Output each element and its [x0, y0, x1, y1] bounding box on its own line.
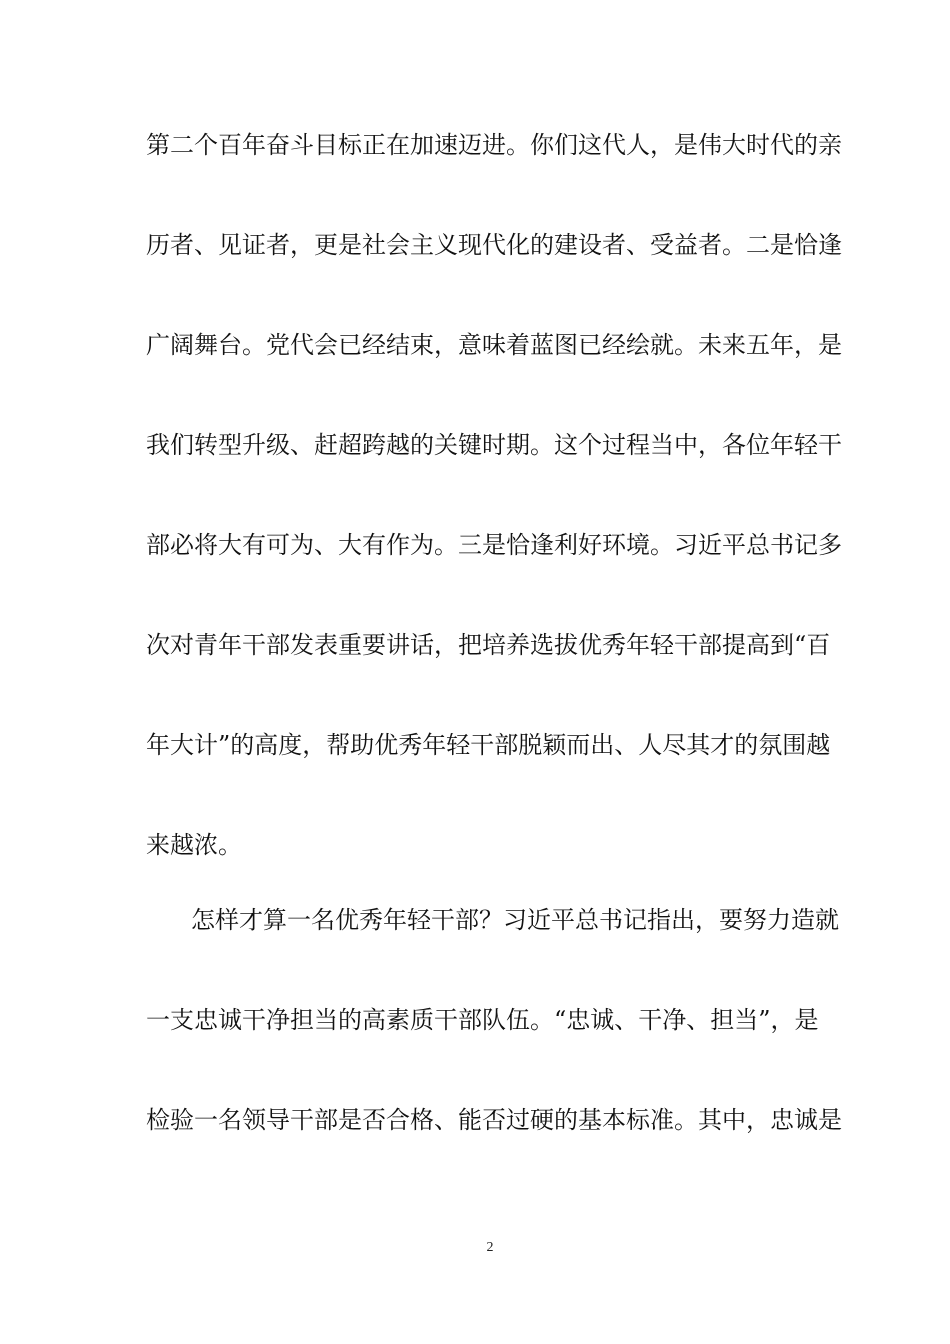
- text-line: 来越浓。: [146, 831, 242, 859]
- text-line: 广阔舞台。党代会已经结束，意味着蓝图已经绘就。未来五年，是: [146, 331, 842, 359]
- text-line: 检验一名领导干部是否合格、能否过硬的基本标准。其中，忠诚是: [146, 1106, 842, 1134]
- text-line: 年大计”的高度，帮助优秀年轻干部脱颖而出、人尽其才的氛围越: [146, 731, 831, 759]
- text-line: 次对青年干部发表重要讲话，把培养选拔优秀年轻干部提高到“百: [146, 631, 831, 659]
- text-line: 部必将大有可为、大有作为。三是恰逢利好环境。习近平总书记多: [146, 531, 842, 559]
- text-line: 怎样才算一名优秀年轻干部？习近平总书记指出，要努力造就: [191, 906, 839, 934]
- text-line: 一支忠诚干净担当的高素质干部队伍。“忠诚、干净、担当”，是: [146, 1006, 819, 1034]
- text-line: 第二个百年奋斗目标正在加速迈进。你们这代人，是伟大时代的亲: [146, 131, 842, 159]
- text-line: 我们转型升级、赶超跨越的关键时期。这个过程当中，各位年轻干: [146, 431, 842, 459]
- text-line: 历者、见证者，更是社会主义现代化的建设者、受益者。二是恰逢: [146, 231, 842, 259]
- page-number: 2: [486, 1240, 494, 1255]
